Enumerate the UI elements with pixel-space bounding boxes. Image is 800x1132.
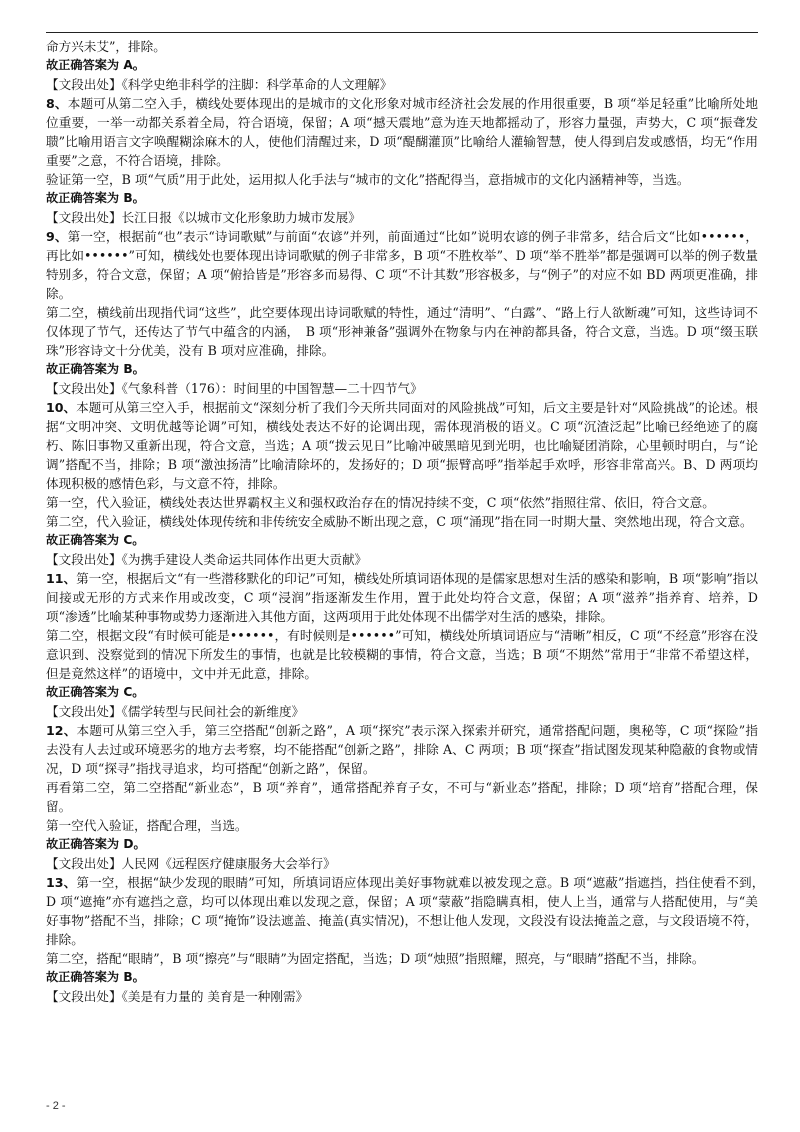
correct-answer: 故正确答案为 B。 (46, 191, 145, 205)
correct-answer: 故正确答案为 D。 (46, 837, 146, 851)
source-citation: 【文段出处】长江日报《以城市文化形象助力城市发展》 (46, 210, 361, 225)
source-citation: 【文段出处】《气象科普（176）：时间里的中国智慧—二十四节气》 (46, 381, 423, 396)
question-text: 第一空，根据后文“有一些潜移默化的印记”可知，横线处所填词语体现的是儒家思想对生活的感染和影响，B 项“影响”指以间接或无形的方式来作用或改变，C 项“浸润”指逐渐发生作用，置于此处均符合文意，保留；A 项“滋养”指养育、培养，D 项“渗透”比喻某种事物或势力逐渐进入其他方面，这两项用于此处体现不出儒学对生活的感染，排除。 (46, 571, 758, 624)
question-text: 第一空，根据“缺少发现的眼睛”可知，所填词语应体现出美好事物就难以被发现之意。B 项“遮蔽”指遮挡，挡住使看不到， D 项“遮掩”亦有遮挡之意，均可以体现出难以发现之意，保留；A 项“蒙蔽”指隐瞒真相，使人上当，通常与人搭配使用，与“美好事物”搭配不当，排除；C 项“掩饰”设法遮盖、掩盖(真实情况)，不想让他人发现，文段没有设法掩盖之意，与文段语境不符，排除。 (46, 875, 771, 947)
source-citation: 【文段出处】人民网《远程医疗健康服务大会举行》 (46, 856, 336, 871)
explanation-paragraph: 第二空，根据文段“有时候可能是••••••，有时候则是••••••”可知，横线处所填词语应与“清晰”相反，C 项“不经意”形容在没意识到、没察觉到的情况下所发生的事情，也就是比较模糊的事情，符合文意，当选；B 项“不期然”常用于“非常不希望这样，但是竟然这样”的语境中，文中并无此意，排除。 (46, 628, 758, 681)
question-explanation (46, 569, 758, 626)
question-explanation (46, 873, 771, 949)
correct-answer: 故正确答案为 C。 (46, 533, 145, 547)
source-citation: 【文段出处】《儒学转型与民间社会的新维度》 (46, 704, 305, 719)
source-citation: 【文段出处】《为携手建设人类命运共同体作出更大贡献》 (46, 552, 368, 567)
explanation-paragraph: 命方兴未艾”，排除。 (46, 39, 166, 54)
page-number: - 2 - (46, 1100, 66, 1112)
question-number: 10、 (46, 400, 77, 415)
question-text: 本题可从第三空入手，根据前文“深刻分析了我们今天所共同面对的风险挑战”可知，后文主要是针对“风险挑战”的论述。根据“文明冲突、文明优越等论调”可知，横线处表达不好的论调出现，需体现消极的语义。C 项“沉渣泛起”比喻已经绝迹了的腐朽、陈旧事物又重新出现，符合文意，当选；A 项“拨云见日”比喻冲破黑暗见到光明，也比喻疑团消除，心里顿时明白，与“论调”搭配不当，排除；B 项“激浊扬清”比喻清除坏的，发扬好的；D 项“振臂高呼”指举起手欢呼，形容非常高兴。B、D 两项均体现积极的感情色彩，与文意不符，排除。 (46, 400, 758, 491)
correct-answer: 故正确答案为 A。 (46, 58, 145, 72)
question-text: 本题可从第三空入手，第三空搭配“创新之路”，A 项“探究”表示深入探索并研究，通常搭配问题，奥秘等，C 项“探险”指去没有人去过或环境恶劣的地方去考察，均不能搭配“创新之路”，排除 A、C 两项；B 项“探查”指试图发现某种隐蔽的食物或情况，D 项“探寻”指找寻追求，均可搭配“创新之路”，保留。 (46, 723, 758, 776)
question-explanation (46, 94, 758, 170)
question-explanation (46, 721, 758, 778)
question-number: 13、 (46, 875, 77, 890)
explanation-paragraph: 第一空，代入验证，横线处表达世界霸权主义和强权政治存在的情况持续不变，C 项“依然”指照往常、依旧，符合文意。 (46, 495, 715, 510)
question-number: 11、 (46, 571, 77, 586)
explanation-paragraph: 验证第一空，B 项“气质”用于此处，运用拟人化手法与“城市的文化”搭配得当，意指城市的文化内涵精神等，当选。 (46, 172, 690, 187)
explanation-paragraph: 第二空，搭配“眼睛”，B 项“擦亮”与“眼睛”为固定搭配，当选；D 项“烛照”指照耀，照亮，与“眼睛”搭配不当，排除。 (46, 951, 705, 966)
question-text: 本题可从第二空入手，横线处要体现出的是城市的文化形象对城市经济社会发展的作用很重要，B 项“举足轻重”比喻所处地位重要，一举一动都关系着全局，符合语境，保留；A 项“撼天震地”意为连天地都摇动了，形容力量强，声势大，C 项“振聋发聩”比喻用语言文字唤醒糊涂麻木的人，使他们清醒过来，D 项“醍醐灌顶”比喻给人灌输智慧，使人得到启发或感悟，均无“作用重要”之意，不符合语境，排除。 (46, 96, 758, 168)
explanation-paragraph: 第二空，代入验证，横线处体现传统和非传统安全威胁不断出现之意，C 项“涌现”指在同一时期大量、突然地出现，符合文意。 (46, 514, 753, 529)
question-explanation (46, 398, 758, 493)
question-number: 9、 (46, 229, 68, 244)
question-number: 12、 (46, 723, 77, 738)
question-explanation (46, 227, 758, 303)
document-body (46, 37, 771, 1006)
explanation-paragraph: 再看第二空，第二空搭配“新业态”，B 项“养育”，通常搭配养育子女，不可与“新业态”搭配，排除；D 项“培育”搭配合理，保留。 (46, 780, 758, 814)
correct-answer: 故正确答案为 B。 (46, 362, 145, 376)
question-number: 8、 (46, 96, 68, 111)
explanation-paragraph: 第一空代入验证，搭配合理，当选。 (46, 818, 248, 833)
question-text: 第一空，根据前“也”表示“诗词歌赋”与前面“农谚”并列，前面通过“比如”说明农谚的例子非常多，结合后文“比如••••••，再比如••••••”可知，横线处也要体现出诗词歌赋的例子非常多，B 项“不胜枚举”、D 项“举不胜举”都是强调可以举的例子数量特别多，符合文意，保留；A 项“俯拾皆是”形容多而易得、C 项“不计其数”形容极多，与“例子”的对应不如 BD 两项更准确，排除。 (46, 229, 759, 301)
header-rule (46, 32, 758, 33)
explanation-paragraph: 第二空，横线前出现指代词“这些”，此空要体现出诗词歌赋的特性，通过“清明”、“白露”、“路上行人欲断魂”可知，这些诗词不仅体现了节气，还传达了节气中蕴含的内涵， B 项“形神兼备”强调外在物象与内在神韵都具备，符合文意，当选。D 项“缀玉联珠”形容诗文十分优美，没有 B 项对应准确，排除。 (46, 305, 758, 358)
correct-answer: 故正确答案为 C。 (46, 685, 145, 699)
correct-answer: 故正确答案为 B。 (46, 970, 145, 984)
source-citation: 【文段出处】《科学史绝非科学的注脚：科学革命的人文理解》 (46, 77, 393, 92)
source-citation: 【文段出处】《美是有力量的 美育是一种刚需》 (46, 989, 309, 1004)
